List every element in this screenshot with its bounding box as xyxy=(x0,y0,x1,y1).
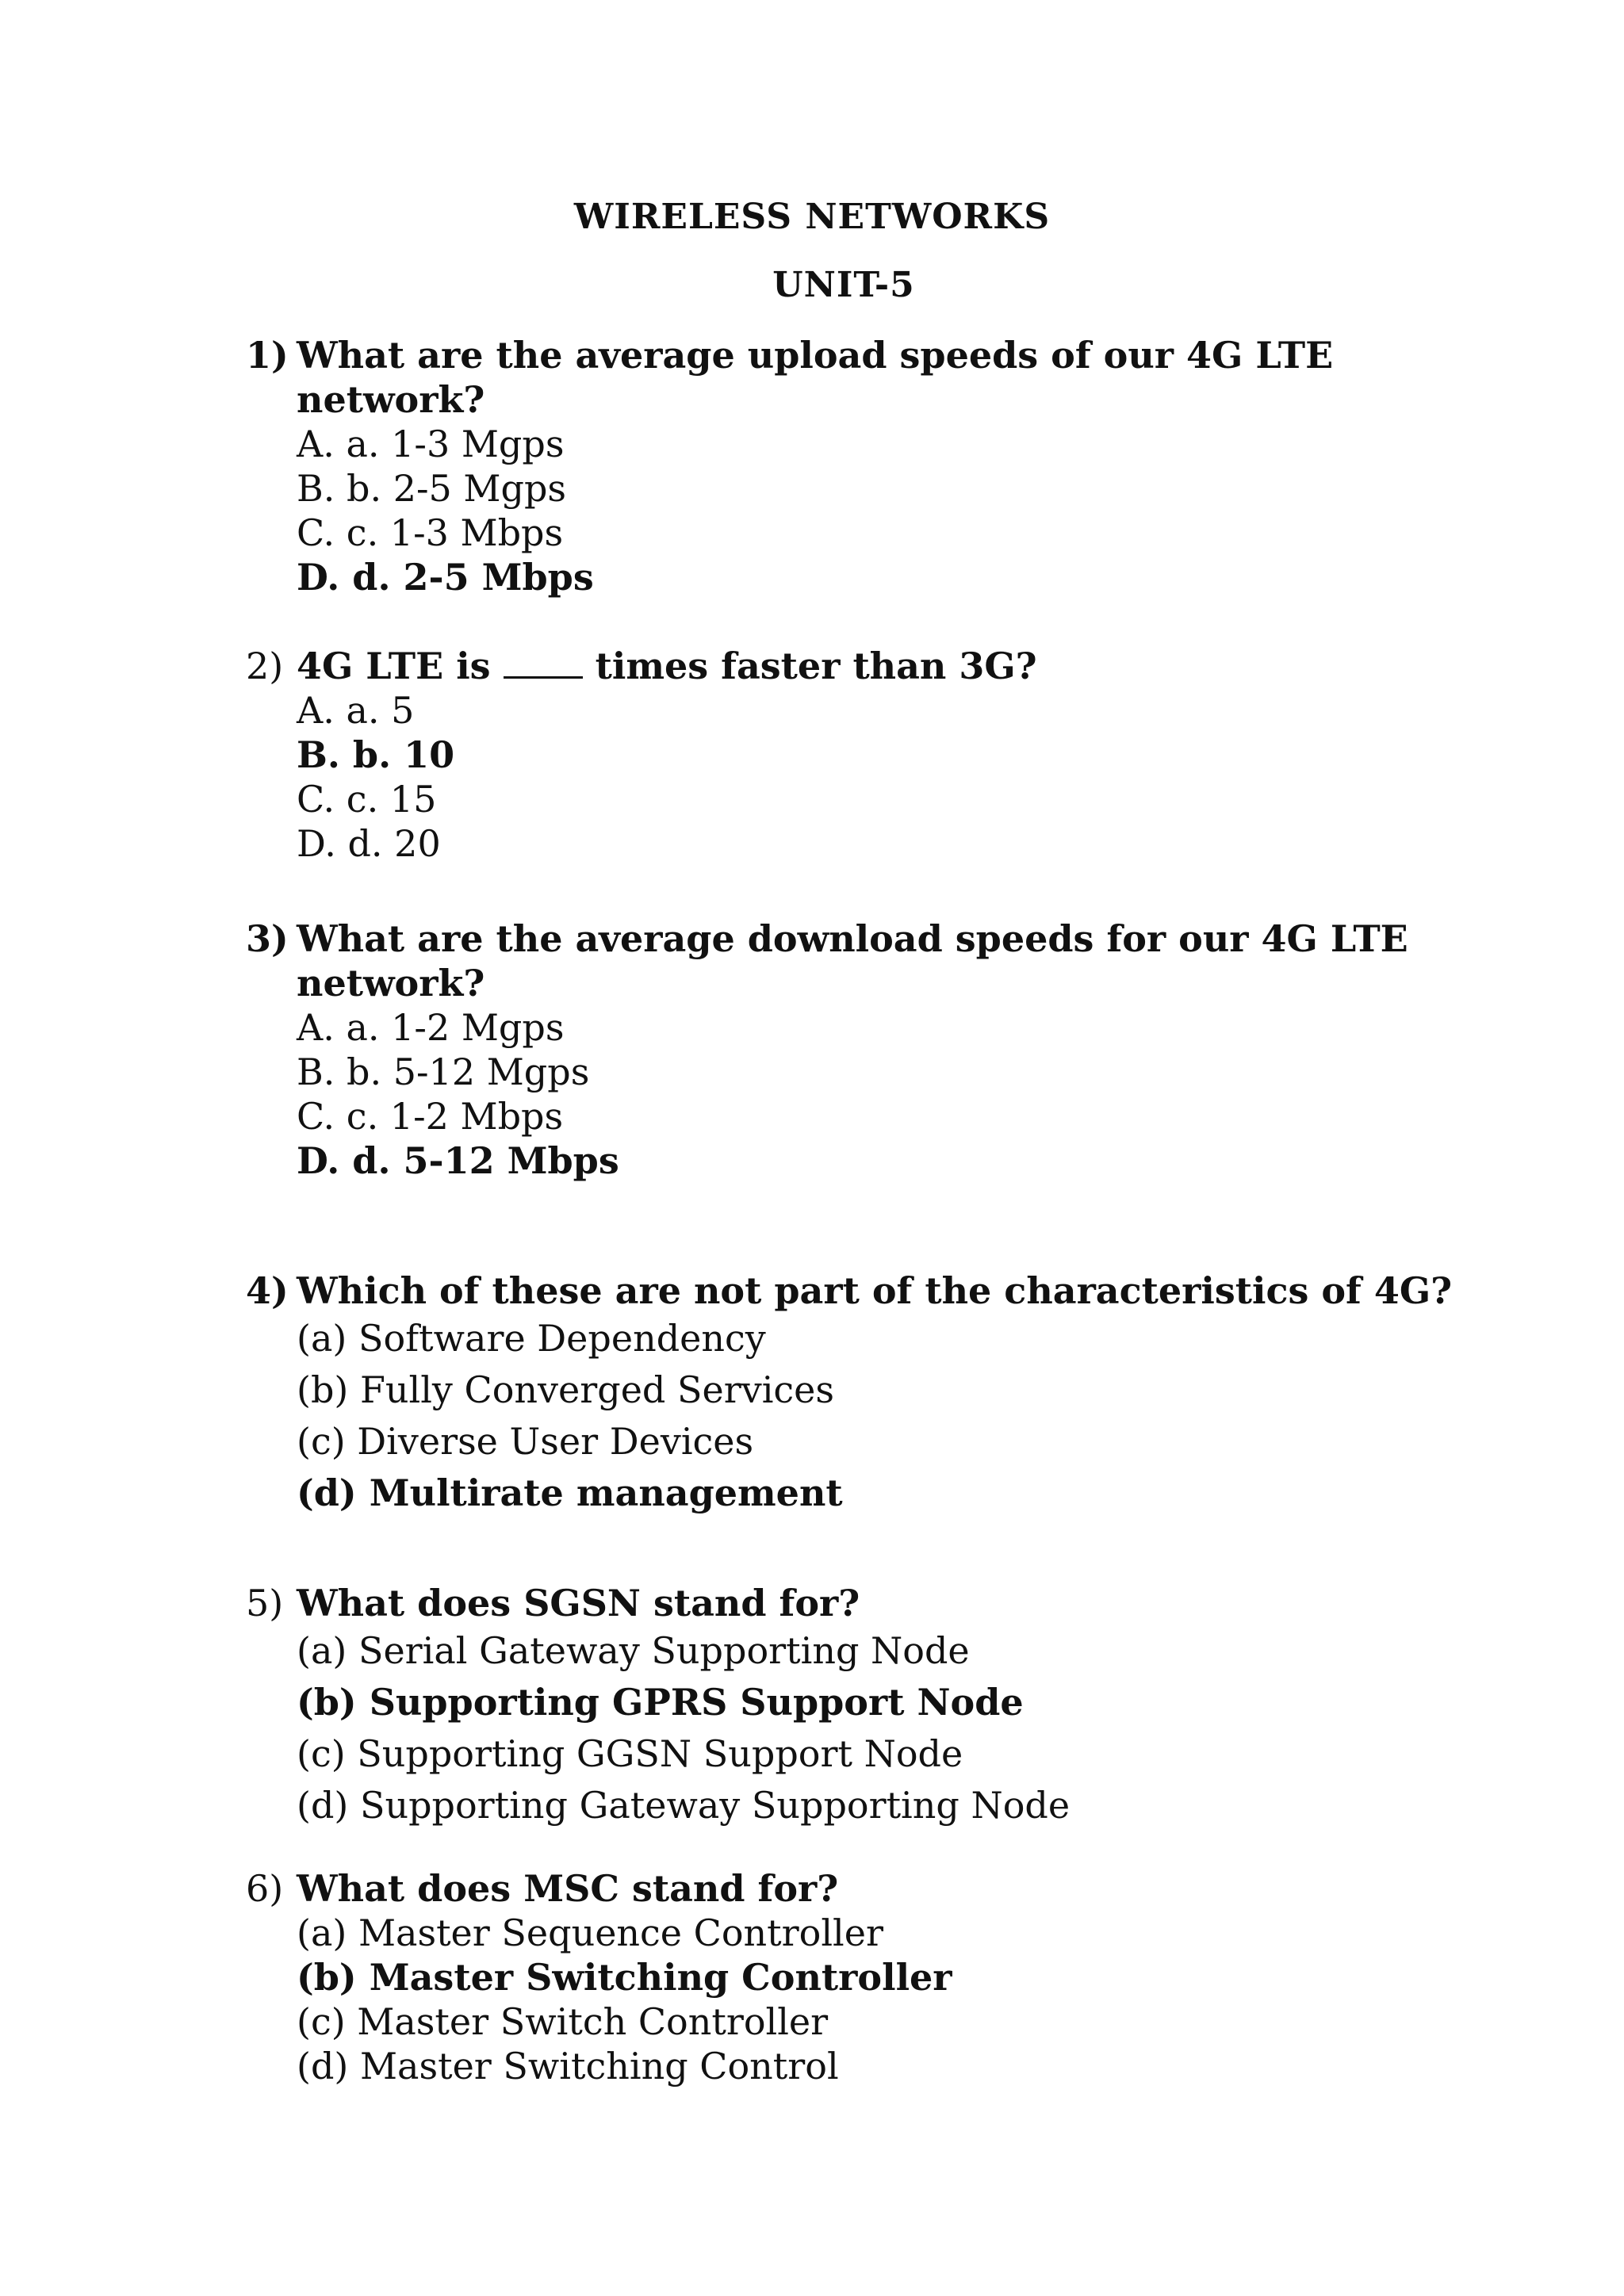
option-b-answer: (b) Master Switching Controller xyxy=(297,1956,952,1999)
option-d: D. d. 20 xyxy=(297,822,441,865)
option-a: (a) Master Sequence Controller xyxy=(297,1911,883,1954)
option-a: A. a. 1-2 Mgps xyxy=(297,1006,565,1049)
option-b-answer: (b) Supporting GPRS Support Node xyxy=(297,1681,1024,1724)
option-d: (d) Master Switching Control xyxy=(297,2045,839,2087)
option-b: B. b. 2-5 Mgps xyxy=(297,467,567,510)
option-c: C. c. 1-3 Mbps xyxy=(297,511,564,554)
question-text-before-blank: 4G LTE is xyxy=(297,645,504,687)
option-c: C. c. 1-2 Mbps xyxy=(297,1095,564,1138)
option-c: (c) Diverse User Devices xyxy=(297,1420,754,1463)
option-a: A. a. 1-3 Mgps xyxy=(297,423,565,465)
option-d: (d) Supporting Gateway Supporting Node xyxy=(297,1784,1071,1827)
unit-heading: UNIT-5 xyxy=(772,265,915,305)
option-b: (b) Fully Converged Services xyxy=(297,1368,835,1411)
question-text: Which of these are not part of the characteristics of 4G? xyxy=(297,1269,1453,1312)
question-number: 1) xyxy=(246,334,289,377)
question-number: 6) xyxy=(246,1867,284,1910)
option-b-answer: B. b. 10 xyxy=(297,733,455,776)
question-number: 4) xyxy=(246,1269,289,1312)
question-4 xyxy=(246,1269,1483,1519)
question-2 xyxy=(246,644,1483,866)
question-6-header xyxy=(246,1866,1483,1911)
option-b: B. b. 5-12 Mgps xyxy=(297,1050,590,1093)
option-d-answer: D. d. 5-12 Mbps xyxy=(297,1139,619,1182)
question-5-header xyxy=(246,1581,1483,1625)
fill-in-blank xyxy=(504,652,583,679)
option-c: (c) Master Switch Controller xyxy=(297,2000,829,2043)
question-1-header xyxy=(246,333,1483,422)
option-a: (a) Serial Gateway Supporting Node xyxy=(297,1629,970,1672)
option-d-answer: (d) Multirate management xyxy=(297,1471,843,1514)
question-number: 2) xyxy=(246,645,284,687)
option-a: A. a. 5 xyxy=(297,689,415,732)
question-2-header xyxy=(246,644,1483,688)
option-d-answer: D. d. 2-5 Mbps xyxy=(297,556,594,599)
question-4-header xyxy=(246,1269,1483,1313)
question-number: 3) xyxy=(246,917,289,960)
question-5 xyxy=(246,1581,1483,1831)
question-3 xyxy=(246,916,1483,1183)
question-text: What does MSC stand for? xyxy=(297,1867,839,1910)
option-c: C. c. 15 xyxy=(297,778,437,821)
question-3-header xyxy=(246,916,1483,1005)
question-number: 5) xyxy=(246,1582,284,1624)
question-1 xyxy=(246,333,1483,599)
question-text-after-blank: times faster than 3G? xyxy=(582,645,1037,687)
question-text: What does SGSN stand for? xyxy=(297,1582,860,1624)
question-6 xyxy=(246,1866,1483,2088)
document-title: WIRELESS NETWORKS xyxy=(573,197,1051,237)
option-c: (c) Supporting GGSN Support Node xyxy=(297,1732,963,1775)
option-a: (a) Software Dependency xyxy=(297,1317,766,1360)
question-text: What are the average upload speeds of our 4G LTE network? xyxy=(297,334,1334,421)
question-text: What are the average download speeds for our 4G LTE network? xyxy=(297,917,1408,1004)
